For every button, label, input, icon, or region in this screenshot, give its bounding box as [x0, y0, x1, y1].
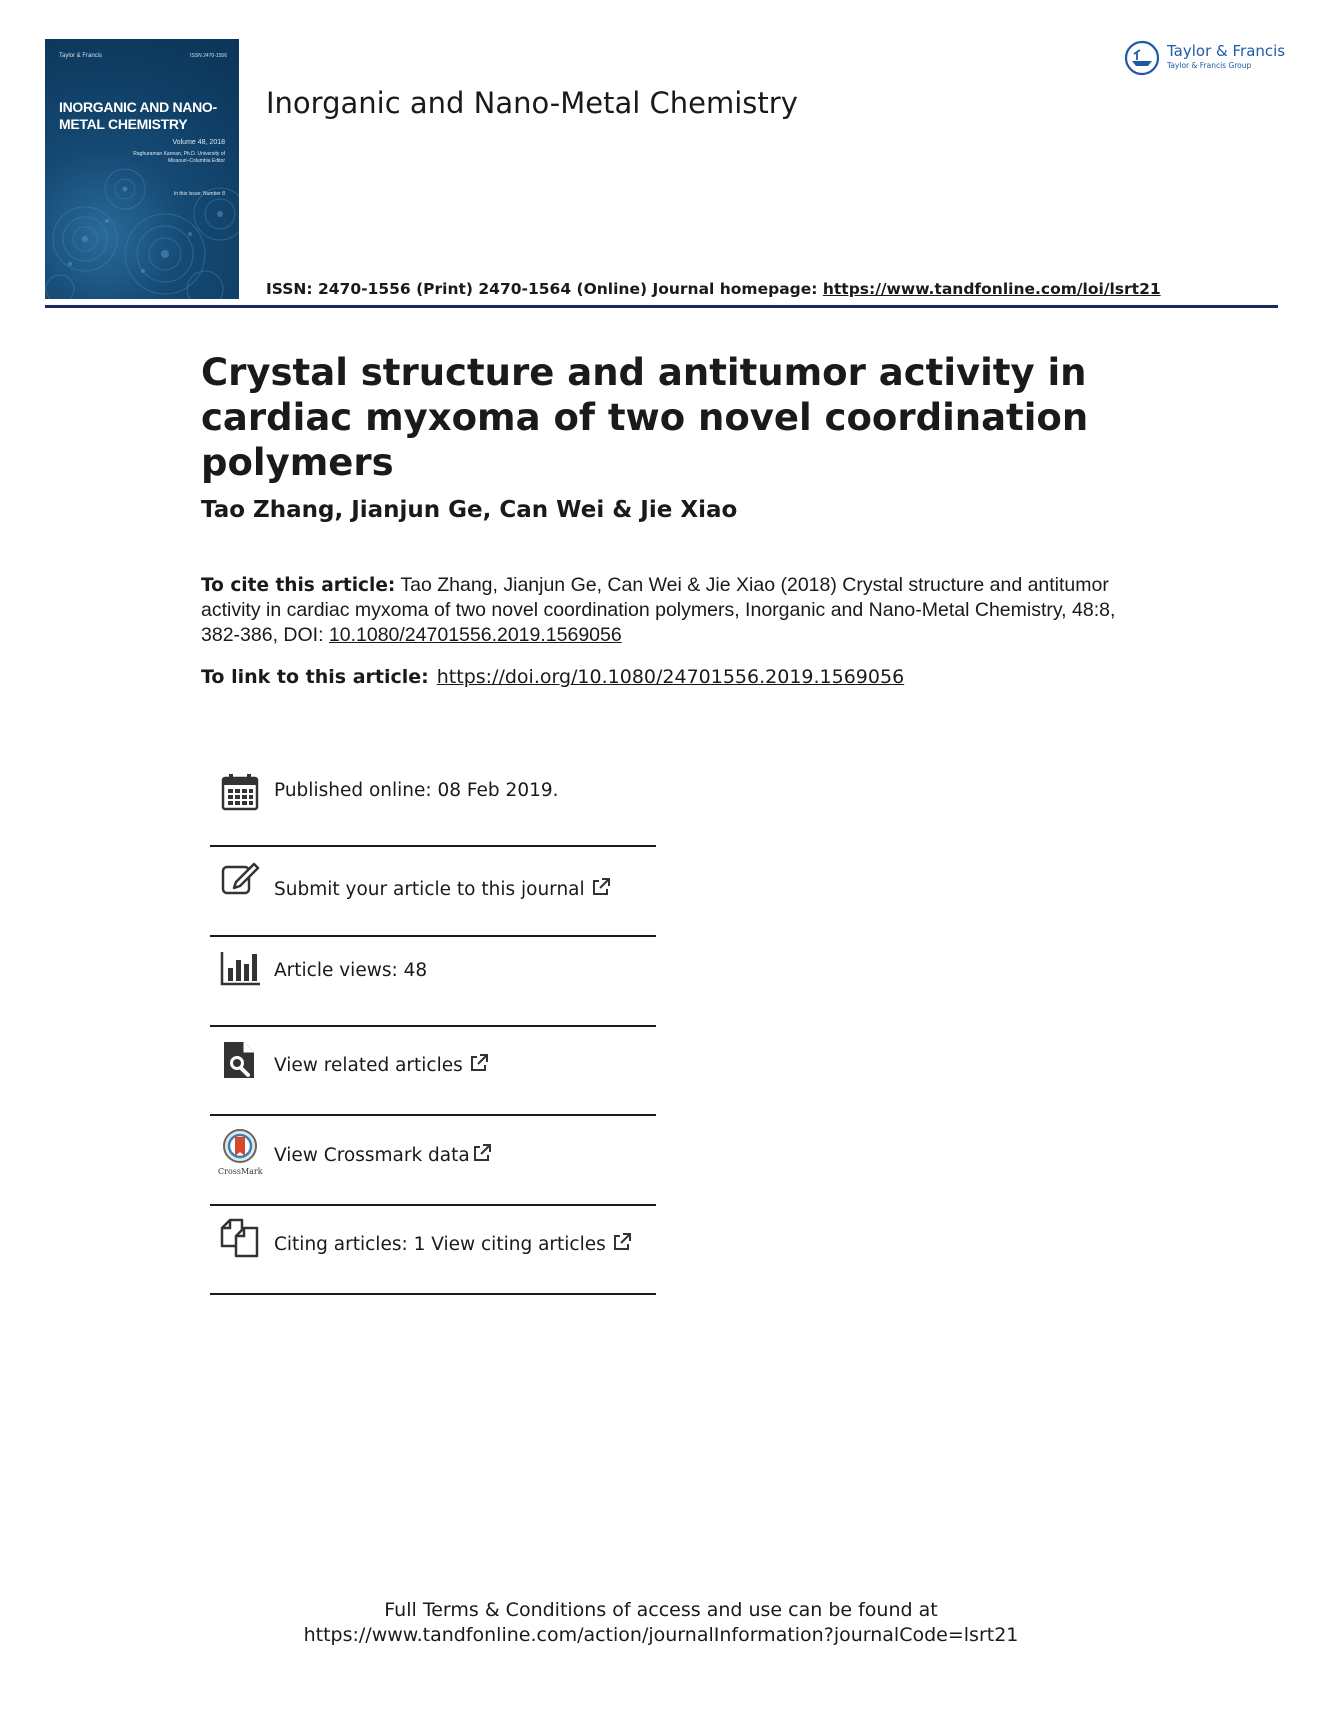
- cover-publisher-mark: Taylor & Francis: [59, 53, 103, 59]
- external-link-icon: [612, 1232, 632, 1252]
- link-label: To link to this article:: [201, 666, 429, 688]
- footer-terms-link[interactable]: https://www.tandfonline.com/action/journalInformation?journalCode=lsrt21: [303, 1624, 1019, 1646]
- meta-divider: [210, 1114, 656, 1116]
- citing-articles-label: Citing articles: 1 View citing articles: [274, 1234, 606, 1255]
- citing-articles-item[interactable]: [210, 1215, 656, 1265]
- journal-homepage-link[interactable]: https://www.tandfonline.com/loi/lsrt21: [822, 280, 1161, 298]
- related-articles-label: View related articles: [274, 1055, 463, 1076]
- header-rule: [45, 305, 1278, 308]
- bar-chart-icon: [220, 948, 260, 988]
- external-link-icon: [591, 877, 611, 897]
- cover-editor: Raghuraman Kannan, Ph.D. University of Missouri–Columbia Editor: [133, 151, 225, 164]
- related-articles-item[interactable]: [210, 1035, 656, 1085]
- crossmark-logo-text: CrossMark: [218, 1167, 263, 1176]
- published-online-item: [210, 768, 656, 818]
- external-link-icon: [469, 1053, 489, 1073]
- external-link-icon: [472, 1143, 492, 1163]
- calendar-icon: [220, 772, 260, 812]
- copy-documents-icon: [220, 1218, 260, 1258]
- related-articles-link[interactable]: [274, 1053, 489, 1076]
- publisher-group: Taylor & Francis Group: [1167, 61, 1252, 70]
- article-views-item: [210, 945, 656, 995]
- meta-divider: [210, 845, 656, 847]
- crossmark-label: View Crossmark data: [274, 1145, 470, 1166]
- meta-divider: [210, 1293, 656, 1295]
- cover-title: INORGANIC AND NANO-METAL CHEMISTRY: [59, 99, 217, 132]
- document-search-icon: [220, 1040, 260, 1080]
- cover-number: In this issue: Number 8: [173, 191, 225, 197]
- crossmark-item[interactable]: [210, 1125, 656, 1179]
- footer: [0, 1598, 1322, 1648]
- published-online-text: Published online: 08 Feb 2019.: [274, 780, 559, 801]
- meta-divider: [210, 1204, 656, 1206]
- cite-text: Tao Zhang, Jianjun Ge, Can Wei & Jie Xiao (2018) Crystal structure and antitumor activity in cardiac myxoma of two novel coordination polymers, Inorganic and Nano-Metal Chemistry, 48:8, 382-386, DOI:: [201, 574, 1116, 646]
- meta-divider: [210, 935, 656, 937]
- submit-article-link[interactable]: [274, 877, 611, 900]
- publisher-name: Taylor & Francis: [1167, 42, 1286, 60]
- article-link-row: [201, 666, 904, 688]
- edit-icon: [220, 858, 260, 898]
- meta-divider: [210, 1025, 656, 1027]
- submit-article-item[interactable]: [210, 855, 656, 905]
- submit-article-label: Submit your article to this journal: [274, 879, 585, 900]
- citation-block: [201, 573, 1131, 648]
- article-doi-link[interactable]: https://doi.org/10.1080/24701556.2019.1569056: [436, 666, 905, 688]
- cite-label: To cite this article:: [201, 575, 396, 596]
- cite-doi-link[interactable]: 10.1080/24701556.2019.1569056: [328, 624, 622, 646]
- article-views-text: Article views: 48: [274, 960, 428, 981]
- footer-terms-text: Full Terms & Conditions of access and use can be found at: [384, 1599, 938, 1621]
- cover-volume: Volume 48, 2018: [172, 139, 225, 146]
- journal-title: Inorganic and Nano-Metal Chemistry: [266, 86, 798, 120]
- cover-issn: ISSN 2470-1556: [190, 53, 227, 59]
- article-authors: Tao Zhang, Jianjun Ge, Can Wei & Jie Xiao: [201, 497, 738, 523]
- citing-articles-link[interactable]: [274, 1232, 632, 1255]
- article-title: Crystal structure and antitumor activity in cardiac myxoma of two novel coordination polymers: [201, 351, 1089, 484]
- crossmark-link[interactable]: [274, 1143, 492, 1166]
- journal-cover: [45, 39, 239, 299]
- issn-line: [266, 280, 1161, 298]
- issn-text: ISSN: 2470-1556 (Print) 2470-1564 (Online) Journal homepage:: [266, 280, 823, 298]
- cover-molecule-art: [45, 39, 239, 299]
